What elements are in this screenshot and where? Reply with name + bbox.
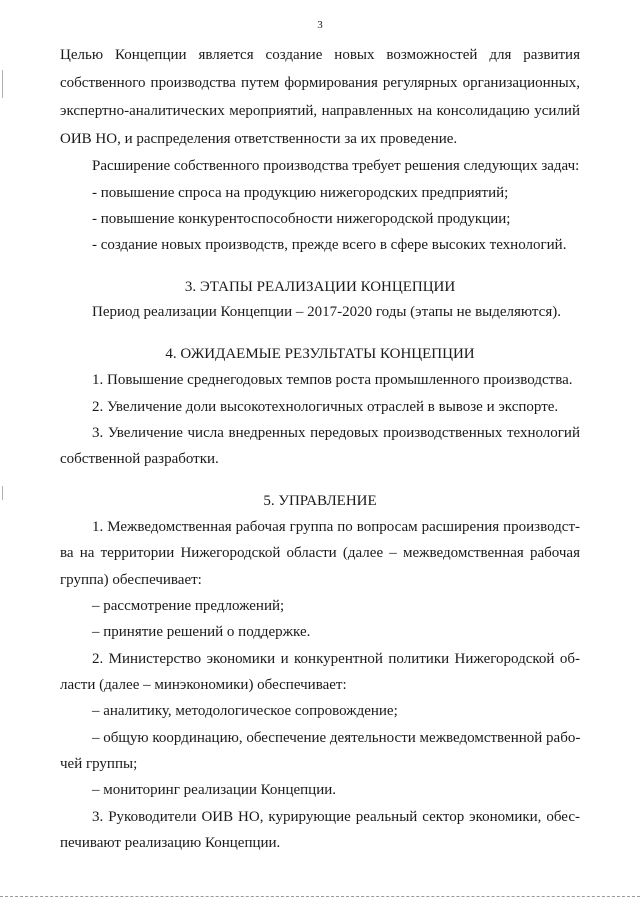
paragraph-line: 1. Межведомственная рабочая группа по вопросам расширения производст- (92, 519, 580, 535)
result-item: 3. Увеличение числа внедренных передовых производственных технологий (92, 425, 580, 441)
list-item: – аналитику, методологическое сопровождение; (92, 703, 398, 719)
list-item: – рассмотрение предложений; (92, 598, 285, 614)
tasks-intro: Расширение собственного производства требует решения следующих задач: (92, 158, 580, 174)
paragraph-line: группа) обеспечивает: (60, 572, 202, 588)
list-item: – принятие решений о поддержке. (92, 624, 311, 640)
list-item-continuation: чей группы; (60, 756, 138, 772)
result-item-continuation: собственной разработки. (60, 451, 219, 467)
paragraph-line: 3. Руководители ОИВ НО, курирующие реальный сектор экономики, обес- (92, 809, 580, 825)
paragraph-line: печивают реализацию Концепции. (60, 835, 281, 851)
list-item: – общую координацию, обеспечение деятельности межведомственной рабо- (92, 730, 581, 746)
section-heading: 5. УПРАВЛЕНИЕ (263, 493, 377, 509)
intro-line: экспертно-аналитических мероприятий, направленных на консолидацию усилий (60, 103, 580, 119)
scan-edge-mark (2, 70, 3, 98)
section-text: Период реализации Концепции – 2017-2020 годы (этапы не выделяются). (92, 304, 561, 320)
intro-line: ОИВ НО, и распределения ответственности за их проведение. (60, 131, 458, 147)
task-item: - повышение спроса на продукцию нижегородских предприятий; (92, 185, 509, 201)
page-number: 3 (317, 19, 323, 31)
paragraph-line: ва на территории Нижегородской области (далее – межведомственная рабочая (60, 545, 580, 561)
intro-line: Целью Концепции является создание новых возможностей для развития (60, 47, 580, 63)
result-item: 2. Увеличение доли высокотехнологичных отраслей в вывозе и экспорте. (92, 399, 559, 415)
task-item: - создание новых производств, прежде всего в сфере высоких технологий. (92, 237, 567, 253)
section-heading: 3. ЭТАПЫ РЕАЛИЗАЦИИ КОНЦЕПЦИИ (184, 279, 456, 295)
list-item: – мониторинг реализации Концепции. (92, 782, 336, 798)
section-heading: 4. ОЖИДАЕМЫЕ РЕЗУЛЬТАТЫ КОНЦЕПЦИИ (165, 346, 475, 362)
paragraph-line: ласти (далее – минэкономики) обеспечивает: (60, 677, 347, 693)
intro-line: собственного производства путем формирования регулярных организационных, (60, 75, 580, 91)
paragraph-line: 2. Министерство экономики и конкурентной политики Нижегородской об- (92, 651, 580, 667)
bottom-scan-border (0, 896, 640, 897)
result-item: 1. Повышение среднегодовых темпов роста промышленного производства. (92, 372, 573, 388)
task-item: - повышение конкурентоспособности нижегородской продукции; (92, 211, 511, 227)
